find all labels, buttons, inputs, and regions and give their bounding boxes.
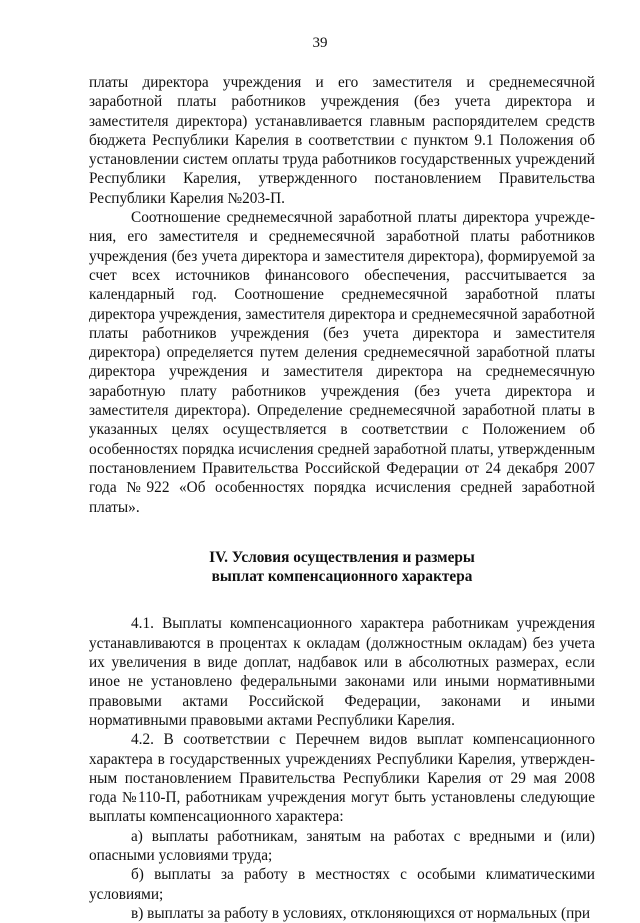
list-item-b: б) выплаты за работу в местностях с особыми климатическими условиями; <box>89 866 595 903</box>
paragraph-4-1: 4.1. Выплаты компенсационного характера работникам учреждения устанавливаются в процентах к окладам (должностным окладам) без учета их увеличения в виде доплат, надбавок или в абсолютных размерах, если иное не установлено федеральными законами или иными нормативными правовыми актами Российской Федерации, законами и иными нормативными правовыми актами Республики Карелия. <box>89 615 595 729</box>
page-number: 39 <box>312 35 328 51</box>
section-heading <box>89 548 595 587</box>
list-item-a: а) выплаты работникам, занятым на работах с вредными и (или) опасными условиями труда; <box>89 827 595 864</box>
section-heading-line-1: IV. Условия осуществления и размеры <box>209 548 475 566</box>
paragraph-4-2: 4.2. В соответствии с Перечнем видов выплат компенсационного характера в государственных учреждениях Республики Карелия, утвержденным постановлением Правительства Республики Карелия от 29 мая 2008 года №110-П, работникам учреждения могут быть установлены следующие выплаты компенсационного характера: <box>89 731 595 826</box>
paragraph-salary-ratio: Соотношение среднемесячной заработной платы директора учреждения, его заместителя и среднемесячной заработной платы работников учреждения (без учета директора и заместителя директора), формируемой за счет всех источников финансового обеспечения, рассчитывается за календарный год. Соотношение среднемесячной заработной платы директора учреждения, заместителя директора и среднемесячной заработной платы работников учреждения (без учета директора и заместителя директора) определяется путем деления среднемесячной заработной платы директора учреждения и заместителя директора на среднемесячную заработную плату работников учреждения (без учета директора и заместителя директора). Определение среднемесячной заработной платы в указанных целях осуществляется в соответствии с Положением об особенностях порядка исчисления средней заработной платы, утвержденным постановлением Правительства Российской Федерации от 24 декабря 2007 года №922 «Об особенностях порядка исчисления средней заработной платы». <box>89 209 595 516</box>
document-body <box>89 73 595 923</box>
list-item-c: в) выплаты за работу в условиях, отклоняющихся от нормальных (при <box>131 904 591 922</box>
paragraph-continuation: платы директора учреждения и его заместителя и среднемесячной заработной платы работников учреждения (без учета директора и заместителя директора) устанавливается главным распорядителем средств бюджета Республики Карелия в соответствии с пунктом 9.1 Положения об установлении систем оплаты труда работников государственных учреждений Республики Карелия, утвержденного постановлением Правительства Республики Карелия №203-П. <box>89 74 595 207</box>
section-heading-line-2: выплат компенсационного характера <box>211 568 473 586</box>
